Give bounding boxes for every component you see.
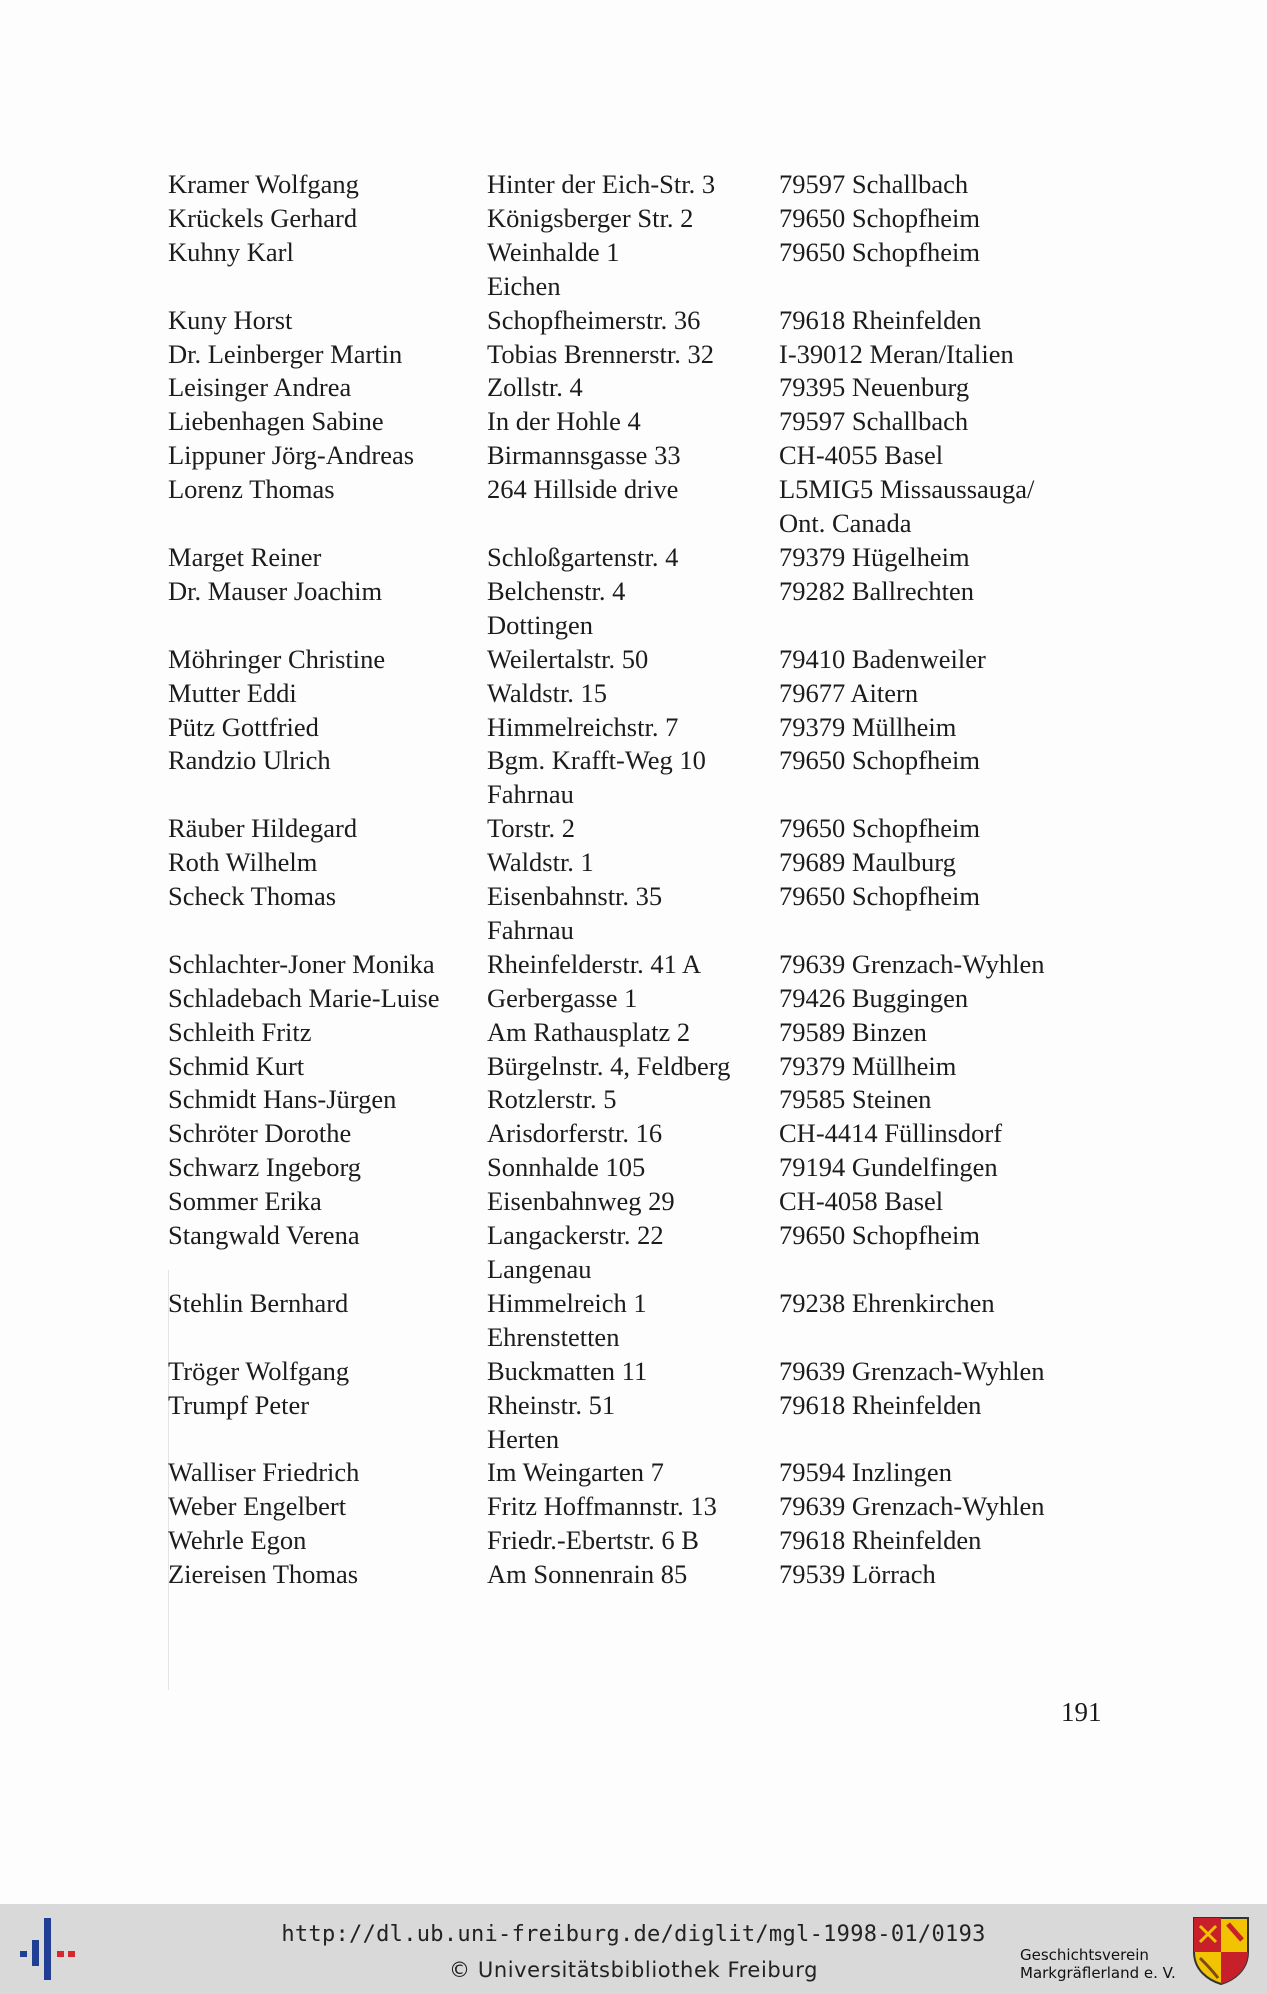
address-row — [168, 202, 1088, 236]
member-street — [487, 1456, 779, 1490]
footer-url-link[interactable]: http://dl.ub.uni-freiburg.de/diglit/mgl-1998-01/0193 — [281, 1922, 986, 1947]
city-line: CH-4058 Basel — [779, 1186, 944, 1217]
city-line: Ont. Canada — [779, 508, 912, 539]
city-line: 79379 Müllheim — [779, 711, 957, 742]
member-name: Dr. Mauser Joachim — [168, 575, 383, 606]
street-line: Eisenbahnstr. 35 — [487, 881, 663, 912]
member-name: Dr. Leinberger Martin — [168, 338, 403, 369]
society-name-line2: Markgräflerland e. V. — [1020, 1964, 1176, 1982]
city-line: 79282 Ballrechten — [779, 575, 975, 606]
member-name: Kramer Wolfgang — [168, 169, 359, 199]
street-line: Schloßgartenstr. 4 — [487, 541, 679, 572]
street-line: Dottingen — [487, 609, 593, 640]
street-line: Waldstr. 15 — [487, 677, 608, 708]
member-street — [487, 1389, 779, 1457]
member-city — [779, 1490, 1045, 1524]
member-street — [487, 1083, 779, 1117]
member-name: Schlachter-Joner Monika — [168, 948, 435, 979]
member-city — [779, 202, 980, 236]
city-line: L5MIG5 Missaussauga/ — [779, 474, 1035, 505]
member-name: Schladebach Marie-Luise — [168, 982, 440, 1013]
address-row — [168, 982, 1088, 1016]
member-city — [779, 1151, 998, 1185]
city-line: 79650 Schopfheim — [779, 236, 980, 267]
member-name: Marget Reiner — [168, 541, 322, 572]
member-name: Kuhny Karl — [168, 236, 294, 267]
member-street — [487, 1558, 779, 1592]
street-line: 264 Hillside drive — [487, 474, 679, 505]
street-line: Schopfheimerstr. 36 — [487, 304, 701, 335]
city-line: CH-4055 Basel — [779, 440, 944, 471]
member-city — [779, 405, 968, 439]
street-line: Rheinfelderstr. 41 A — [487, 948, 702, 979]
member-city — [779, 711, 956, 745]
street-line: Belchenstr. 4 — [487, 575, 626, 606]
street-line: Sonnhalde 105 — [487, 1152, 646, 1183]
address-row — [168, 473, 1088, 541]
street-line: Am Sonnenrain 85 — [487, 1559, 688, 1590]
member-street — [487, 880, 779, 948]
member-city — [779, 677, 918, 711]
member-street — [487, 846, 779, 880]
member-name: Liebenhagen Sabine — [168, 406, 384, 437]
street-line: Eichen — [487, 270, 561, 301]
member-name: Krückels Gerhard — [168, 202, 358, 233]
member-street — [487, 202, 779, 236]
member-name: Pütz Gottfried — [168, 711, 319, 742]
member-street — [487, 948, 779, 982]
member-name: Lippuner Jörg-Andreas — [168, 440, 415, 471]
address-row — [168, 846, 1088, 880]
city-line: 79618 Rheinfelden — [779, 1389, 982, 1420]
member-street — [487, 1490, 779, 1524]
member-name: Scheck Thomas — [168, 881, 337, 912]
member-city — [779, 1456, 952, 1490]
member-name: Randzio Ulrich — [168, 745, 331, 776]
society-name-line1: Geschichtsverein — [1020, 1946, 1149, 1964]
member-city — [779, 1287, 995, 1321]
address-row — [168, 575, 1088, 643]
member-city — [779, 1389, 981, 1423]
address-row — [168, 1524, 1088, 1558]
member-street — [487, 812, 779, 846]
member-name: Schmidt Hans-Jürgen — [168, 1084, 397, 1115]
member-city — [779, 1083, 931, 1117]
street-line: Fritz Hoffmannstr. 13 — [487, 1491, 717, 1522]
street-line: Gerbergasse 1 — [487, 982, 638, 1013]
member-street — [487, 168, 779, 202]
member-city — [779, 846, 956, 880]
member-street — [487, 1117, 779, 1151]
member-name: Walliser Friedrich — [168, 1457, 360, 1488]
member-city — [779, 1355, 1045, 1389]
member-name: Trumpf Peter — [168, 1389, 310, 1420]
street-line: Tobias Brennerstr. 32 — [487, 338, 715, 369]
address-row — [168, 948, 1088, 982]
member-street — [487, 1355, 779, 1389]
address-row — [168, 1050, 1088, 1084]
address-row — [168, 1456, 1088, 1490]
member-name: Ziereisen Thomas — [168, 1559, 359, 1590]
address-row — [168, 1490, 1088, 1524]
street-line: Herten — [487, 1423, 560, 1454]
member-name: Schwarz Ingeborg — [168, 1152, 362, 1183]
member-city — [779, 982, 968, 1016]
member-city — [779, 744, 980, 778]
member-city — [779, 1050, 956, 1084]
city-line: 79677 Aitern — [779, 677, 919, 708]
member-city — [779, 812, 980, 846]
member-name: Roth Wilhelm — [168, 847, 318, 878]
street-line: Arisdorferstr. 16 — [487, 1118, 663, 1149]
street-line: Buckmatten 11 — [487, 1355, 648, 1386]
city-line: 79238 Ehrenkirchen — [779, 1287, 995, 1318]
city-line: 79650 Schopfheim — [779, 745, 980, 776]
city-line: 79410 Badenweiler — [779, 643, 986, 674]
street-line: Eisenbahnweg 29 — [487, 1186, 675, 1217]
address-row — [168, 168, 1088, 202]
city-line: 79594 Inzlingen — [779, 1457, 952, 1488]
city-line: 79379 Müllheim — [779, 1050, 957, 1081]
member-name: Schröter Dorothe — [168, 1118, 352, 1149]
member-street — [487, 1151, 779, 1185]
member-name: Kuny Horst — [168, 304, 293, 335]
member-city — [779, 1185, 943, 1219]
address-row — [168, 1558, 1088, 1592]
city-line: 79589 Binzen — [779, 1016, 927, 1047]
street-line: Langackerstr. 22 — [487, 1220, 664, 1251]
city-line: 79194 Gundelfingen — [779, 1152, 998, 1183]
address-row — [168, 1287, 1088, 1355]
address-row — [168, 405, 1088, 439]
city-line: 79539 Lörrach — [779, 1559, 936, 1590]
member-street — [487, 677, 779, 711]
address-row — [168, 1185, 1088, 1219]
member-city — [779, 1558, 936, 1592]
society-name — [1020, 1946, 1176, 1982]
address-row — [168, 1016, 1088, 1050]
member-street — [487, 1524, 779, 1558]
street-line: Langenau — [487, 1254, 592, 1284]
coat-of-arms-icon — [1188, 1912, 1254, 1986]
city-line: 79650 Schopfheim — [779, 202, 980, 233]
city-line: 79689 Maulburg — [779, 847, 956, 878]
street-line: Birmannsgasse 33 — [487, 440, 681, 471]
address-row — [168, 1389, 1088, 1457]
city-line: 79426 Buggingen — [779, 982, 969, 1013]
address-row — [168, 1083, 1088, 1117]
address-row — [168, 338, 1088, 372]
street-line: Himmelreich 1 — [487, 1287, 647, 1318]
member-street — [487, 643, 779, 677]
member-street — [487, 541, 779, 575]
member-city — [779, 304, 981, 338]
address-row — [168, 304, 1088, 338]
street-line: Rotzlerstr. 5 — [487, 1084, 617, 1115]
member-street — [487, 1185, 779, 1219]
member-name: Möhringer Christine — [168, 643, 386, 674]
member-city — [779, 575, 974, 609]
address-row — [168, 371, 1088, 405]
address-row — [168, 1219, 1088, 1287]
street-line: Himmelreichstr. 7 — [487, 711, 679, 742]
member-street — [487, 1050, 779, 1084]
city-line: 79639 Grenzach-Wyhlen — [779, 1491, 1045, 1522]
street-line: Weinhalde 1 — [487, 236, 620, 267]
member-name: Lorenz Thomas — [168, 474, 335, 505]
member-name: Sommer Erika — [168, 1186, 322, 1217]
address-row — [168, 439, 1088, 473]
member-street — [487, 744, 779, 812]
street-line: In der Hohle 4 — [487, 406, 641, 437]
city-line: 79379 Hügelheim — [779, 541, 970, 572]
city-line: I-39012 Meran/Italien — [779, 338, 1014, 369]
member-street — [487, 575, 779, 643]
city-line: 79618 Rheinfelden — [779, 304, 982, 335]
street-line: Bürgelnstr. 4, Feldberg — [487, 1050, 731, 1081]
member-name: Stehlin Bernhard — [168, 1287, 349, 1318]
city-line: CH-4414 Füllinsdorf — [779, 1118, 1003, 1149]
member-city — [779, 439, 943, 473]
member-name: Stangwald Verena — [168, 1220, 360, 1251]
member-city — [779, 473, 1034, 541]
city-line: 79597 Schallbach — [779, 406, 969, 437]
member-name: Schmid Kurt — [168, 1050, 305, 1081]
street-line: Fahrnau — [487, 779, 574, 810]
member-street — [487, 1219, 779, 1287]
member-name: Tröger Wolfgang — [168, 1355, 350, 1386]
member-street — [487, 371, 779, 405]
member-street — [487, 473, 779, 507]
member-city — [779, 168, 968, 202]
city-line: 79585 Steinen — [779, 1084, 932, 1115]
street-line: Ehrenstetten — [487, 1321, 620, 1352]
city-line: 79639 Grenzach-Wyhlen — [779, 1355, 1045, 1386]
member-name: Räuber Hildegard — [168, 813, 358, 844]
address-row — [168, 236, 1088, 304]
member-street — [487, 338, 779, 372]
address-row — [168, 643, 1088, 677]
street-line: Königsberger Str. 2 — [487, 202, 694, 233]
address-row — [168, 1355, 1088, 1389]
street-line: Rheinstr. 51 — [487, 1389, 616, 1420]
member-street — [487, 1016, 779, 1050]
address-row — [168, 541, 1088, 575]
member-street — [487, 439, 779, 473]
street-line: Hinter der Eich-Str. 3 — [487, 169, 716, 199]
address-row — [168, 1151, 1088, 1185]
member-name: Weber Engelbert — [168, 1491, 347, 1522]
address-row — [168, 1117, 1088, 1151]
street-line: Zollstr. 4 — [487, 372, 583, 403]
page-number: 191 — [1061, 1697, 1102, 1727]
city-line: 79650 Schopfheim — [779, 1220, 980, 1251]
city-line: 79650 Schopfheim — [779, 881, 980, 912]
street-line: Weilertalstr. 50 — [487, 643, 649, 674]
street-line: Im Weingarten 7 — [487, 1457, 664, 1488]
address-row — [168, 880, 1088, 948]
member-city — [779, 338, 1014, 372]
city-line: 79618 Rheinfelden — [779, 1525, 982, 1556]
street-line: Bgm. Krafft-Weg 10 — [487, 745, 706, 776]
member-street — [487, 304, 779, 338]
member-city — [779, 1219, 980, 1253]
member-street — [487, 405, 779, 439]
member-city — [779, 1117, 1002, 1151]
member-street — [487, 982, 779, 1016]
city-line: 79639 Grenzach-Wyhlen — [779, 948, 1045, 979]
member-city — [779, 643, 986, 677]
member-city — [779, 948, 1045, 982]
member-name: Wehrle Egon — [168, 1525, 307, 1556]
member-name: Leisinger Andrea — [168, 372, 352, 403]
footer-copyright: © Universitätsbibliothek Freiburg — [448, 1958, 819, 1982]
street-line: Fahrnau — [487, 914, 574, 945]
member-city — [779, 541, 970, 575]
street-line: Waldstr. 1 — [487, 847, 594, 878]
member-city — [779, 1016, 927, 1050]
member-city — [779, 236, 980, 270]
member-name: Mutter Eddi — [168, 677, 297, 708]
member-street — [487, 711, 779, 745]
member-address-list — [168, 168, 1088, 1592]
street-line: Am Rathausplatz 2 — [487, 1016, 691, 1047]
member-street — [487, 1287, 779, 1355]
member-street — [487, 236, 779, 304]
street-line: Friedr.-Ebertstr. 6 B — [487, 1525, 699, 1556]
address-row — [168, 744, 1088, 812]
street-line: Torstr. 2 — [487, 813, 575, 844]
city-line: 79650 Schopfheim — [779, 813, 980, 844]
city-line: 79597 Schallbach — [779, 169, 969, 199]
member-city — [779, 371, 969, 405]
member-name: Schleith Fritz — [168, 1016, 312, 1047]
member-city — [779, 1524, 981, 1558]
address-row — [168, 711, 1088, 745]
member-city — [779, 880, 980, 914]
address-row — [168, 677, 1088, 711]
address-row — [168, 812, 1088, 846]
city-line: 79395 Neuenburg — [779, 372, 970, 403]
